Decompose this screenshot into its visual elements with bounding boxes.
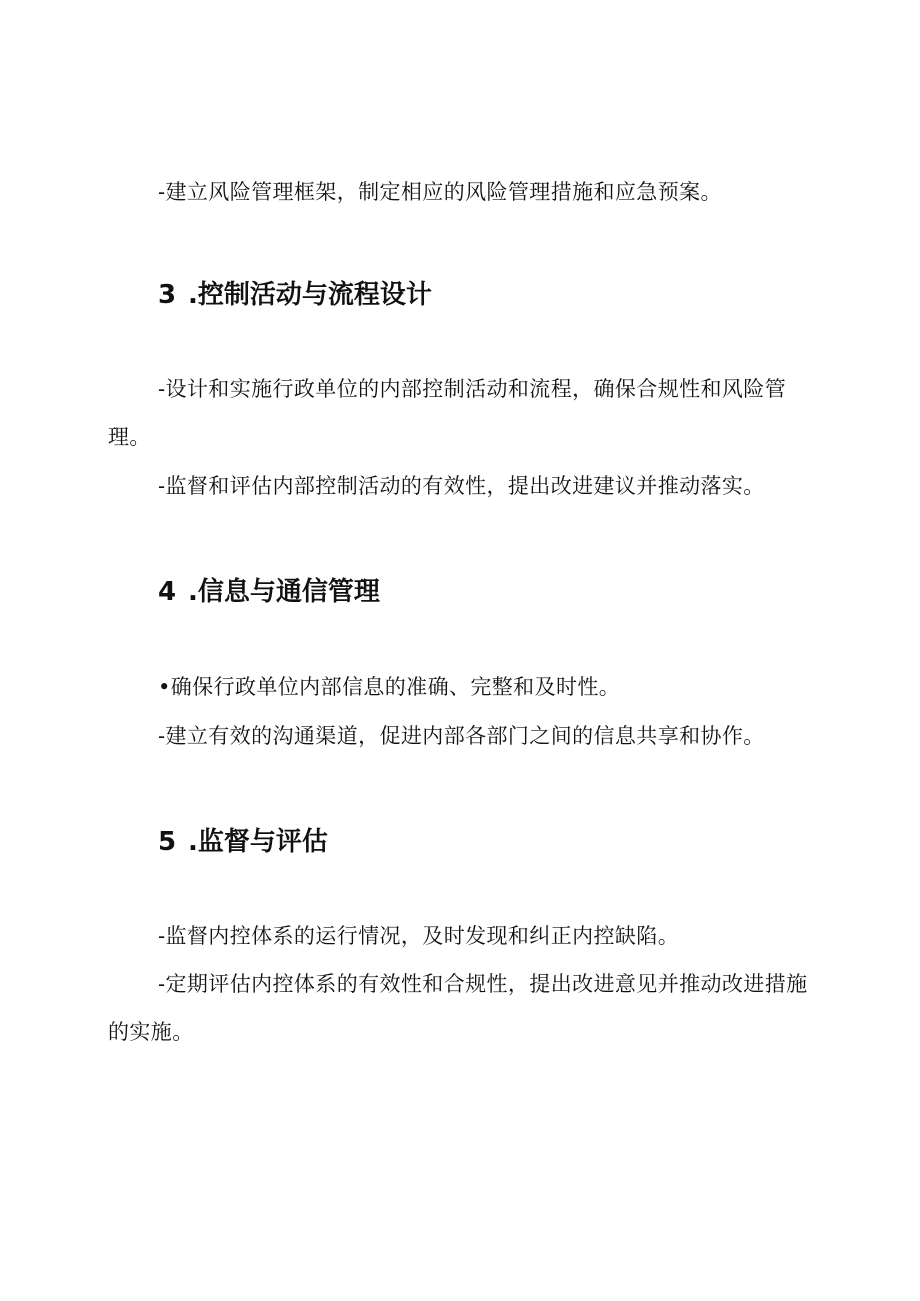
section-number: 5 [158,827,177,857]
paragraph: -定期评估内控体系的有效性和合规性，提出改进意见并推动改进措施的实施。 [108,972,808,1044]
section-title: .监督与评估 [188,827,328,857]
section-heading [158,822,328,862]
paragraph: -建立有效的沟通渠道，促进内部各部门之间的信息共享和协作。 [158,724,765,748]
paragraph: -建立风险管理框架，制定相应的风险管理措施和应急预案。 [158,180,722,204]
paragraph: -监督和评估内部控制活动的有效性，提出改进建议并推动落实。 [158,474,765,498]
paragraph: -设计和实施行政单位的内部控制活动和流程，确保合规性和风险管理。 [108,377,787,449]
section-title: .信息与通信管理 [188,577,380,607]
paragraph: •确保行政单位内部信息的准确、完整和及时性。 [158,675,621,699]
paragraph: -监督内控体系的运行情况，及时发现和纠正内控缺陷。 [158,924,680,948]
section-number: 3 [158,280,177,310]
section-heading [158,275,432,315]
section-title: .控制活动与流程设计 [188,280,432,310]
section-number: 4 [158,577,177,607]
section-heading [158,572,380,612]
